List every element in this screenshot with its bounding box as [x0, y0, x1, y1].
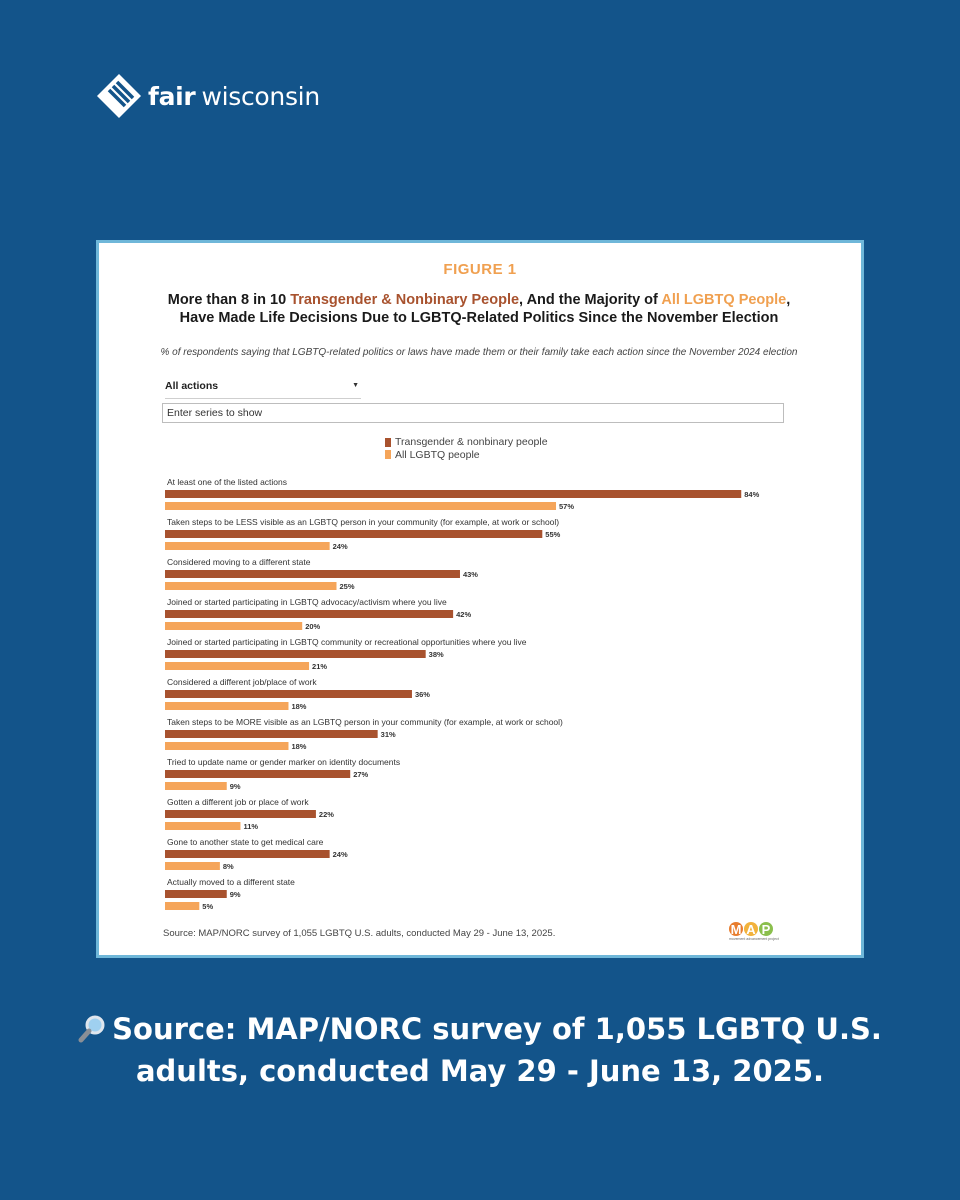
bar-value-label: 8%: [222, 862, 234, 871]
map-logo-tagline: movement advancement project: [729, 937, 779, 941]
bar-value-label: 84%: [744, 490, 760, 499]
bar-trans[interactable]: [165, 570, 460, 578]
chart-title: [159, 291, 799, 327]
bar-value-label: 24%: [332, 542, 348, 551]
bar-trans[interactable]: [165, 610, 453, 618]
title-part: , Have Made Life Decisions Due to LGBTQ-Related Politics Since the November Election: [179, 292, 791, 326]
legend-item-trans[interactable]: [385, 436, 548, 449]
fair-wisconsin-logo-icon: [96, 73, 142, 119]
bar-trans[interactable]: [165, 530, 542, 538]
bar-value-label: 5%: [202, 902, 214, 911]
chart-legend: [385, 436, 548, 461]
actions-dropdown[interactable]: [165, 380, 361, 399]
bar-all[interactable]: [165, 902, 199, 910]
bar-value-label: 38%: [428, 650, 444, 659]
chart-source-note: Source: MAP/NORC survey of 1,055 LGBTQ U.S. adults, conducted May 29 - June 13, 2025.: [163, 928, 556, 939]
bar-value-label: 21%: [312, 662, 328, 671]
category-label: At least one of the listed actions: [167, 477, 288, 487]
category-label: Actually moved to a different state: [167, 877, 295, 887]
brand-word-fair: fair: [148, 81, 196, 111]
category-label: Taken steps to be LESS visible as an LGBTQ person in your community (for example, at work or school): [167, 517, 560, 527]
bar-all[interactable]: [165, 622, 302, 630]
bar-all[interactable]: [165, 542, 330, 550]
map-logo-letter: P: [759, 922, 773, 936]
bar-chart: [99, 469, 861, 919]
bar-trans[interactable]: [165, 810, 316, 818]
magnifying-glass-icon: [78, 1013, 108, 1043]
bar-value-label: 22%: [318, 810, 334, 819]
bar-value-label: 18%: [291, 702, 307, 711]
bar-value-label: 20%: [305, 622, 321, 631]
bar-value-label: 11%: [243, 822, 259, 831]
category-label: Gone to another state to get medical care: [167, 837, 324, 847]
title-highlight-all: All LGBTQ People: [661, 292, 787, 308]
bar-trans[interactable]: [165, 770, 350, 778]
brand-word-wisconsin: wisconsin: [201, 81, 320, 111]
category-label: Joined or started participating in LGBTQ advocacy/activism where you live: [167, 597, 447, 607]
legend-item-all[interactable]: [385, 449, 548, 462]
bar-value-label: 9%: [229, 890, 241, 899]
bar-value-label: 42%: [456, 610, 472, 619]
legend-swatch-trans: [385, 438, 391, 447]
bar-trans[interactable]: [165, 850, 330, 858]
bar-all[interactable]: [165, 662, 309, 670]
bar-value-label: 27%: [353, 770, 369, 779]
map-logo-letter: M: [730, 921, 742, 937]
category-label: Tried to update name or gender marker on identity documents: [167, 757, 401, 767]
figure-card: [96, 240, 864, 958]
bar-value-label: 25%: [339, 582, 355, 591]
bar-value-label: 43%: [462, 570, 478, 579]
bar-all[interactable]: [165, 742, 288, 750]
series-search-input[interactable]: Enter series to show: [162, 403, 784, 423]
map-logo: [729, 922, 789, 944]
bar-all[interactable]: [165, 702, 288, 710]
bar-value-label: 57%: [559, 502, 575, 511]
bar-all[interactable]: [165, 862, 220, 870]
bar-trans[interactable]: [165, 650, 426, 658]
bar-trans[interactable]: [165, 490, 741, 498]
bar-value-label: 18%: [291, 742, 307, 751]
legend-label-all: All LGBTQ people: [395, 448, 480, 461]
caret-down-icon: ▼: [352, 382, 359, 389]
brand-name: [148, 82, 320, 111]
bar-value-label: 31%: [380, 730, 396, 739]
bar-all[interactable]: [165, 822, 240, 830]
category-label: Considered a different job/place of work: [167, 677, 317, 687]
bar-all[interactable]: [165, 782, 227, 790]
bar-trans[interactable]: [165, 690, 412, 698]
bar-all[interactable]: [165, 582, 337, 590]
legend-swatch-all: [385, 450, 391, 459]
bar-all[interactable]: [165, 502, 556, 510]
bar-value-label: 55%: [545, 530, 561, 539]
figure-label: FIGURE 1: [443, 261, 517, 278]
map-logo-letter: A: [744, 922, 758, 936]
bar-trans[interactable]: [165, 730, 378, 738]
bar-value-label: 24%: [332, 850, 348, 859]
bar-value-label: 36%: [414, 690, 430, 699]
bar-trans[interactable]: [165, 890, 227, 898]
caption: [60, 1008, 900, 1092]
title-highlight-trans: Transgender & Nonbinary People: [290, 292, 520, 308]
category-label: Joined or started participating in LGBTQ community or recreational opportunities where you live: [167, 637, 527, 647]
title-part: More than 8 in 10: [167, 292, 291, 308]
brand-logo: [96, 72, 320, 120]
dropdown-value: All actions: [165, 380, 219, 392]
caption-text: Source: MAP/NORC survey of 1,055 LGBTQ U.S. adults, conducted May 29 - June 13, 2025.: [112, 1012, 882, 1088]
category-label: Gotten a different job or place of work: [167, 797, 309, 807]
category-label: Considered moving to a different state: [167, 557, 311, 567]
legend-label-trans: Transgender & nonbinary people: [395, 436, 548, 448]
title-part: , And the Majority of: [519, 292, 662, 308]
category-label: Taken steps to be MORE visible as an LGBTQ person in your community (for example, at work or school): [167, 717, 563, 727]
chart-subtitle: % of respondents saying that LGBTQ-related politics or laws have made them or their family take each action since the November 2024 election: [160, 347, 798, 358]
bar-value-label: 9%: [229, 782, 241, 791]
